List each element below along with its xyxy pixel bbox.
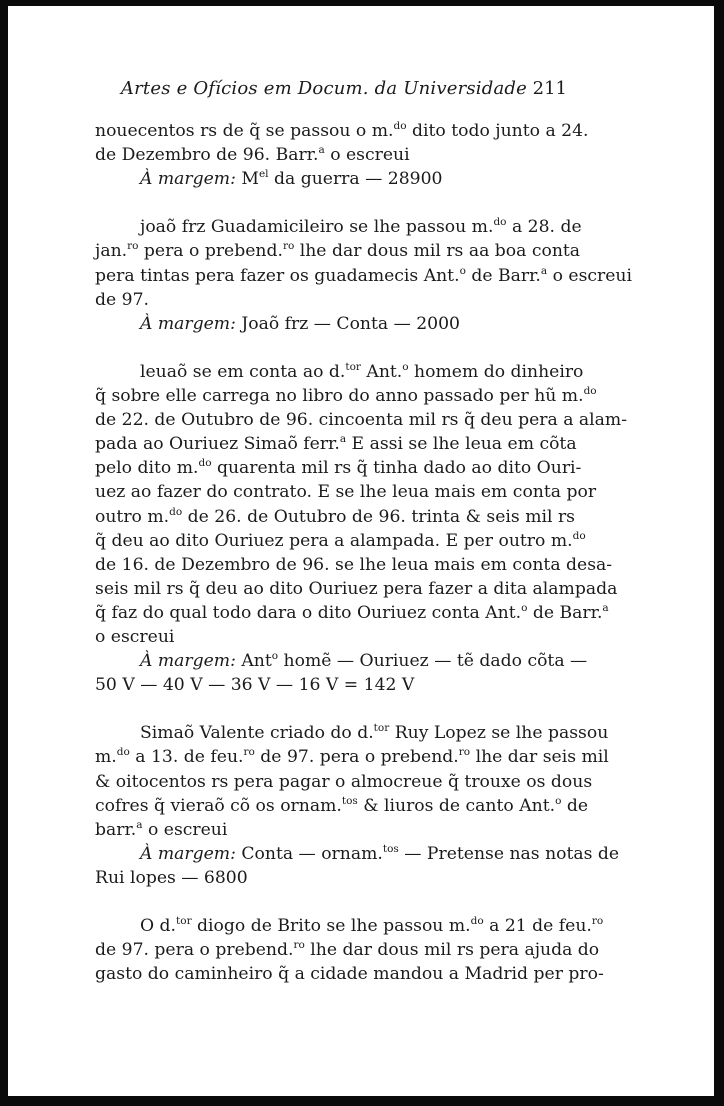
text-line: de 97. pera o prebend.$^{ro}$ lhe dar dous mil rs pera ajuda do: [95, 939, 600, 961]
text-line: pelo dito m.$^{do}$ quarenta mil rs q̃ tinha dado ao dito Ouri-: [95, 457, 582, 479]
text-line: joaõ frz Guadamicileiro se lhe passou m.$^{do}$ a 28. de: [140, 216, 582, 238]
margin-note: À margem: $M^{el}$ da guerra — 28900: [140, 168, 443, 190]
paragraph-1: [95, 119, 589, 191]
text-line: cofres q̃ vieraõ cõ os ornam.$^{tos}$ & liuros de canto Ant.$^o$ de: [95, 794, 589, 816]
text-line: q̃ faz do qual todo dara o dito Ouriuez conta Ant.$^o$ de Barr.$^a$: [95, 601, 609, 623]
text-line: barr.$^a$ o escreui: [95, 818, 228, 840]
paragraph-5: [95, 914, 604, 986]
margin-note-line: Rui lopes — 6800: [95, 867, 248, 888]
text-line: gasto do caminheiro q̃ a cidade mandou a Madrid per pro-: [95, 964, 604, 985]
page-number: 211: [532, 78, 567, 99]
text-line: uez ao fazer do contrato. E se lhe leua mais em conta por: [95, 482, 597, 503]
margin-note: À margem: Ant$^o$ homẽ — Ouriuez — tẽ dado cõta —: [140, 650, 588, 672]
text-line: m.$^{do}$ a 13. de feu.$^{ro}$ de 97. pera o prebend.$^{ro}$ lhe dar seis mil: [95, 746, 609, 768]
text-line: de 22. de Outubro de 96. cincoenta mil rs q̃ deu pera a alam-: [95, 410, 628, 431]
text-line: de Dezembro de 96. Barr.$^a$ o escreui: [95, 144, 410, 166]
text-line: de 97.: [95, 289, 149, 310]
text-line: nouecentos rs de q̃ se passou o m.$^{do}$ dito todo junto a 24.: [95, 120, 589, 141]
text-line: o escreui: [95, 626, 175, 647]
text-line: q̃ sobre elle carrega no libro do anno passado per hũ m.$^{do}$: [95, 385, 597, 407]
text-line: & oitocentos rs pera pagar o almocreue q̃ trouxe os dous: [95, 771, 593, 792]
text-line: outro m.$^{do}$ de 26. de Outubro de 96. trinta & seis mil rs: [95, 505, 575, 527]
book-page: [8, 6, 714, 1096]
running-title: Artes e Ofícios em Docum. da Universidade: [120, 78, 527, 99]
paragraph-3: [95, 360, 628, 697]
text-line: Simaõ Valente criado do d.$^{tor}$ Ruy Lopez se lhe passou: [140, 722, 609, 744]
page-number-row: [8, 78, 714, 108]
text-line: pera tintas pera fazer os guadamecis Ant.$^o$ de Barr.$^a$ o escreui: [95, 264, 632, 286]
text-line: jan.$^{ro}$ pera o prebend.$^{ro}$ lhe dar dous mil rs aa boa conta: [95, 240, 581, 262]
margin-note: À margem: Joaõ frz — Conta — 2000: [140, 313, 460, 334]
paragraph-4: [95, 721, 620, 890]
margin-note: À margem: Conta — ornam.$^{tos}$ — Pretense nas notas de: [140, 842, 620, 864]
page-body: [95, 119, 632, 986]
text-line: O d.$^{tor}$ diogo de Brito se lhe passou m.$^{do}$ a 21 de feu.$^{ro}$: [140, 915, 604, 937]
margin-note-line: 50 V — 40 V — 36 V — 16 V = 142 V: [95, 675, 415, 696]
text-line: q̃ deu ao dito Ouriuez pera a alampada. E per outro m.$^{do}$: [95, 529, 586, 551]
text-line: seis mil rs q̃ deu ao dito Ouriuez pera fazer a dita alampada: [95, 578, 618, 599]
text-line: de 16. de Dezembro de 96. se lhe leua mais em conta desa-: [95, 554, 613, 575]
paragraph-2: [95, 215, 632, 335]
text-line: pada ao Ouriuez Simaõ ferr.$^a$ E assi se lhe leua em cõta: [95, 433, 577, 455]
text-line: leuaõ se em conta ao d.$^{tor}$ Ant.$^o$ homem do dinheiro: [140, 360, 584, 382]
